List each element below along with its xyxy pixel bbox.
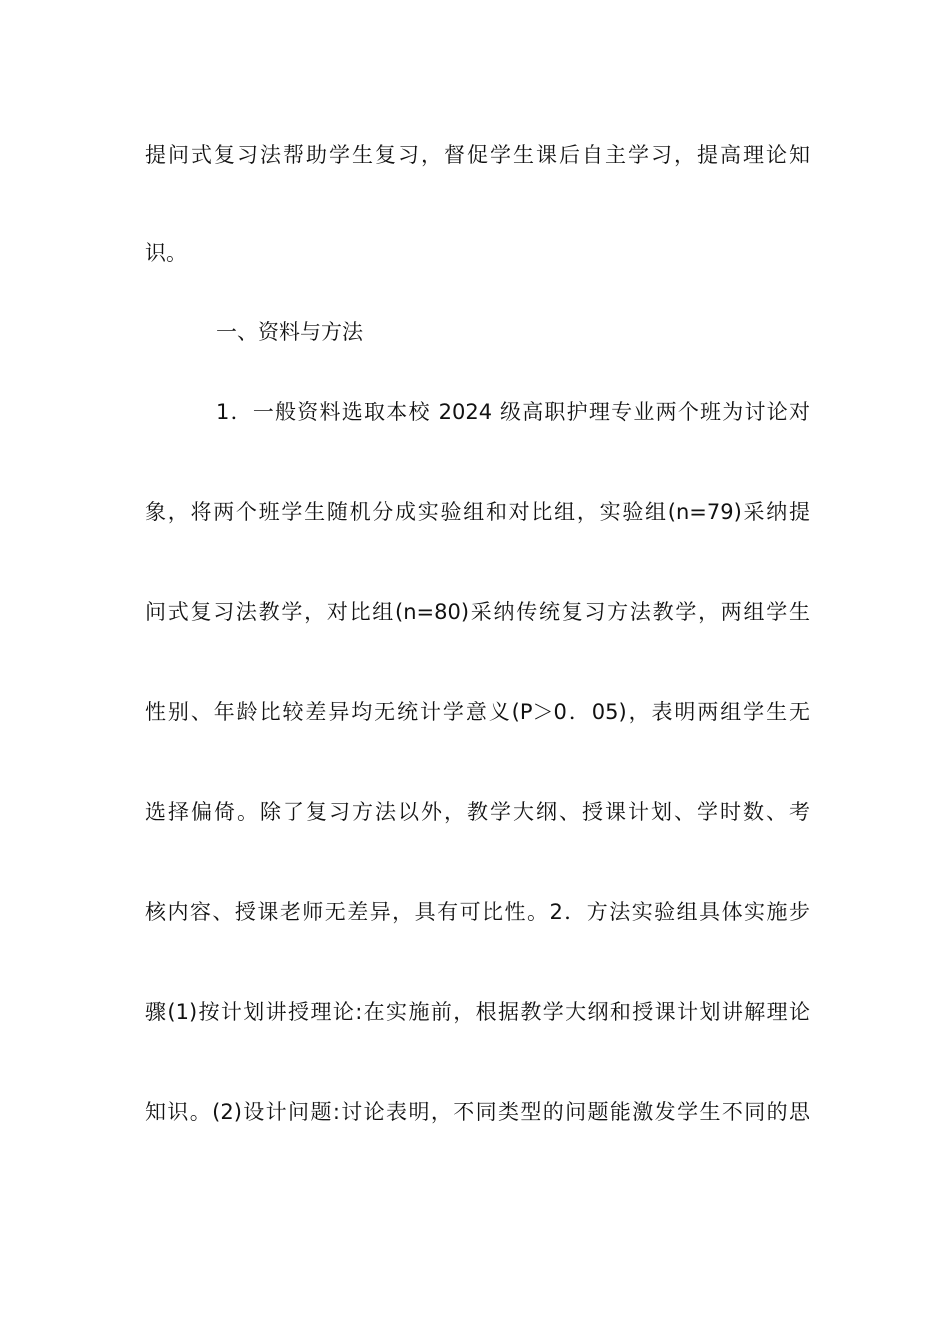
text-line-1: 提问式复习法帮助学生复习，督促学生课后自主学习，提高理论知	[145, 143, 810, 167]
text-line-11: 知识。(2)设计问题:讨论表明，不同类型的问题能激发学生不同的思	[145, 1100, 810, 1124]
text-line-4: 1．一般资料选取本校 2024 级高职护理专业两个班为讨论对	[216, 400, 810, 424]
text-line-6: 问式复习法教学，对比组(n=80)采纳传统复习方法教学，两组学生	[145, 600, 810, 624]
text-line-2: 识。	[145, 241, 187, 265]
text-line-5: 象，将两个班学生随机分成实验组和对比组，实验组(n=79)采纳提	[145, 500, 810, 524]
text-line-7: 性别、年龄比较差异均无统计学意义(P＞0．05)，表明两组学生无	[145, 700, 810, 724]
section-heading: 一、资料与方法	[216, 320, 363, 344]
text-line-8: 选择偏倚。除了复习方法以外，教学大纲、授课计划、学时数、考	[145, 800, 810, 824]
text-line-10: 骤(1)按计划讲授理论:在实施前，根据教学大纲和授课计划讲解理论	[145, 1000, 810, 1024]
text-line-9: 核内容、授课老师无差异，具有可比性。2．方法实验组具体实施步	[145, 900, 810, 924]
